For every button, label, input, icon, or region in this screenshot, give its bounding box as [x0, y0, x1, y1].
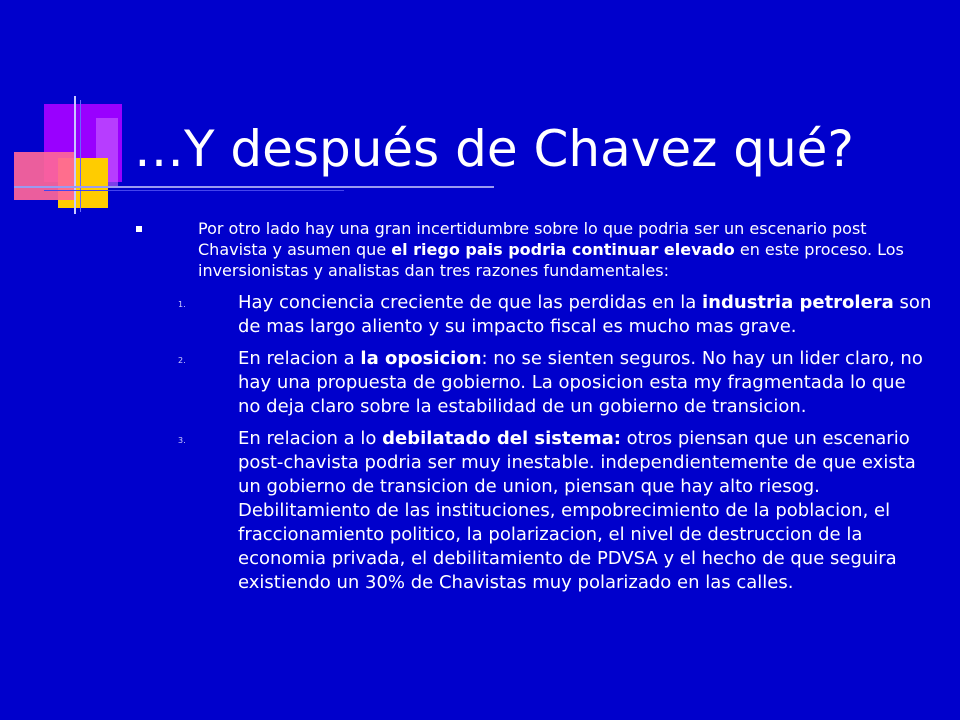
- vertical-line-decoration-thin: [80, 100, 81, 212]
- horizontal-line-decoration-thin: [44, 190, 344, 191]
- reason-bold-text: industria petrolera: [702, 292, 894, 313]
- intro-paragraph: [198, 218, 932, 281]
- reason-text-end: son de mas largo aliento y su impacto fiscal es mucho mas grave.: [238, 292, 932, 337]
- list-item: [178, 347, 932, 419]
- horizontal-line-decoration: [14, 186, 494, 188]
- reason-bold-text: la oposicion: [360, 348, 482, 369]
- list-item: [178, 291, 932, 339]
- pink-square-decoration: [14, 152, 76, 200]
- reason-text-end: : no se sienten seguros. No hay un lider claro, no hay una propuesta de gobierno. La oposicion esta my fragmentada lo que no deja claro sobre la estabilidad de un gobierno de transicion.: [238, 348, 923, 417]
- intro-text: Por otro lado hay una gran incertidumbre sobre lo que podria ser un escenario post Chavista y asumen que: [198, 219, 867, 259]
- intro-text-end: en este proceso. Los inversionistas y analistas dan tres razones fundamentales:: [198, 240, 904, 280]
- item-number: 3.: [178, 436, 186, 445]
- reasons-list: [132, 291, 932, 595]
- reason-text: [238, 347, 932, 419]
- vertical-line-decoration: [74, 96, 76, 214]
- bullet-item: [132, 218, 932, 281]
- list-item: [178, 427, 932, 595]
- reason-text-start: En relacion a: [238, 348, 361, 369]
- reason-bold-text: debilatado del sistema:: [382, 428, 621, 449]
- slide-body: [132, 218, 932, 603]
- item-number: 1.: [178, 300, 186, 309]
- reason-text-end: otros piensan que un escenario post-chavista podria ser muy inestable. independientemente de que exista un gobierno de transicion de union, piensan que hay alto riesog. Debilitamiento de las instituciones, empobrecimiento de la poblacion, el fraccionamiento politico, la polarizacion, el nivel de destruccion de la economia privada, el debilitamiento de PDVSA y el hecho de que seguira existiendo un 30% de Chavistas muy polarizado en las calles.: [238, 428, 916, 593]
- square-bullet-icon: [132, 218, 198, 281]
- reason-text: [238, 427, 932, 595]
- slide-title: …Y después de Chavez qué?: [134, 120, 854, 178]
- item-number: 2.: [178, 356, 186, 365]
- reason-text: [238, 291, 932, 339]
- intro-bold-text: el riego pais podria continuar elevado: [391, 240, 735, 259]
- reason-text-start: En relacion a lo: [238, 428, 383, 449]
- reason-text-start: Hay conciencia creciente de que las perdidas en la: [238, 292, 703, 313]
